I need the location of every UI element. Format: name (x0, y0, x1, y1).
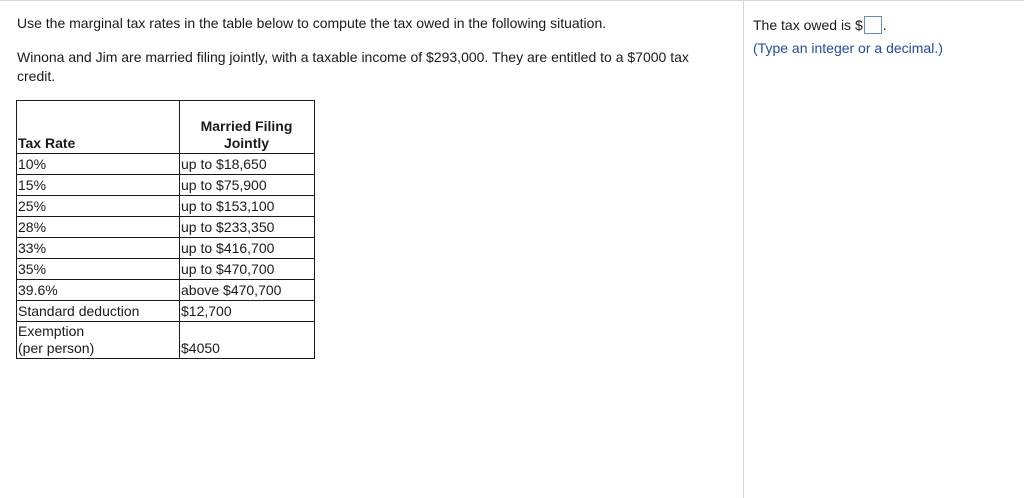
answer-line (753, 15, 887, 35)
tax-rate-table (16, 100, 315, 359)
answer-prefix: The tax owed is $ (753, 17, 863, 33)
table-row (17, 196, 315, 217)
rate-cell: 28% (17, 217, 180, 238)
rate-cell: 35% (17, 259, 180, 280)
exemption-label: Exemption (18, 323, 85, 339)
instructions-text: Use the marginal tax rates in the table below to compute the tax owed in the following situation. (17, 15, 607, 31)
table-row (17, 259, 315, 280)
table-row (17, 280, 315, 301)
rate-cell: 33% (17, 238, 180, 259)
header-tax-rate: Tax Rate (17, 101, 180, 154)
rate-cell: 15% (17, 175, 180, 196)
question-pane (0, 1, 743, 498)
table-row (17, 217, 315, 238)
answer-suffix: . (882, 17, 887, 33)
tax-owed-input[interactable] (864, 16, 882, 34)
bracket-cell: up to $416,700 (180, 238, 315, 259)
header-mfj-line1: Married Filing (200, 118, 293, 134)
rate-cell: 25% (17, 196, 180, 217)
answer-pane (744, 1, 1024, 498)
exemption-label-cell (17, 322, 180, 359)
exemption-sublabel: (per person) (18, 340, 95, 356)
rate-cell: Standard deduction (17, 301, 180, 322)
problem-text: Winona and Jim are married filing jointly, with a taxable income of $293,000. They are entitled to a $7000 tax credit. (17, 49, 689, 84)
table-row-exemption (17, 322, 315, 359)
answer-hint: (Type an integer or a decimal.) (753, 40, 943, 56)
bracket-cell: up to $18,650 (180, 154, 315, 175)
table-row (17, 175, 315, 196)
table-row (17, 154, 315, 175)
rate-cell: 39.6% (17, 280, 180, 301)
header-mfj-line2: Jointly (223, 135, 270, 151)
table-header-row (17, 101, 315, 154)
rate-cell: 10% (17, 154, 180, 175)
exemption-value-cell: $4050 (180, 322, 315, 359)
bracket-cell: $12,700 (180, 301, 315, 322)
bracket-cell: above $470,700 (180, 280, 315, 301)
table-row-standard-deduction (17, 301, 315, 322)
bracket-cell: up to $75,900 (180, 175, 315, 196)
bracket-cell: up to $470,700 (180, 259, 315, 280)
header-married-filing-jointly (180, 101, 315, 154)
table-row (17, 238, 315, 259)
bracket-cell: up to $233,350 (180, 217, 315, 238)
bracket-cell: up to $153,100 (180, 196, 315, 217)
